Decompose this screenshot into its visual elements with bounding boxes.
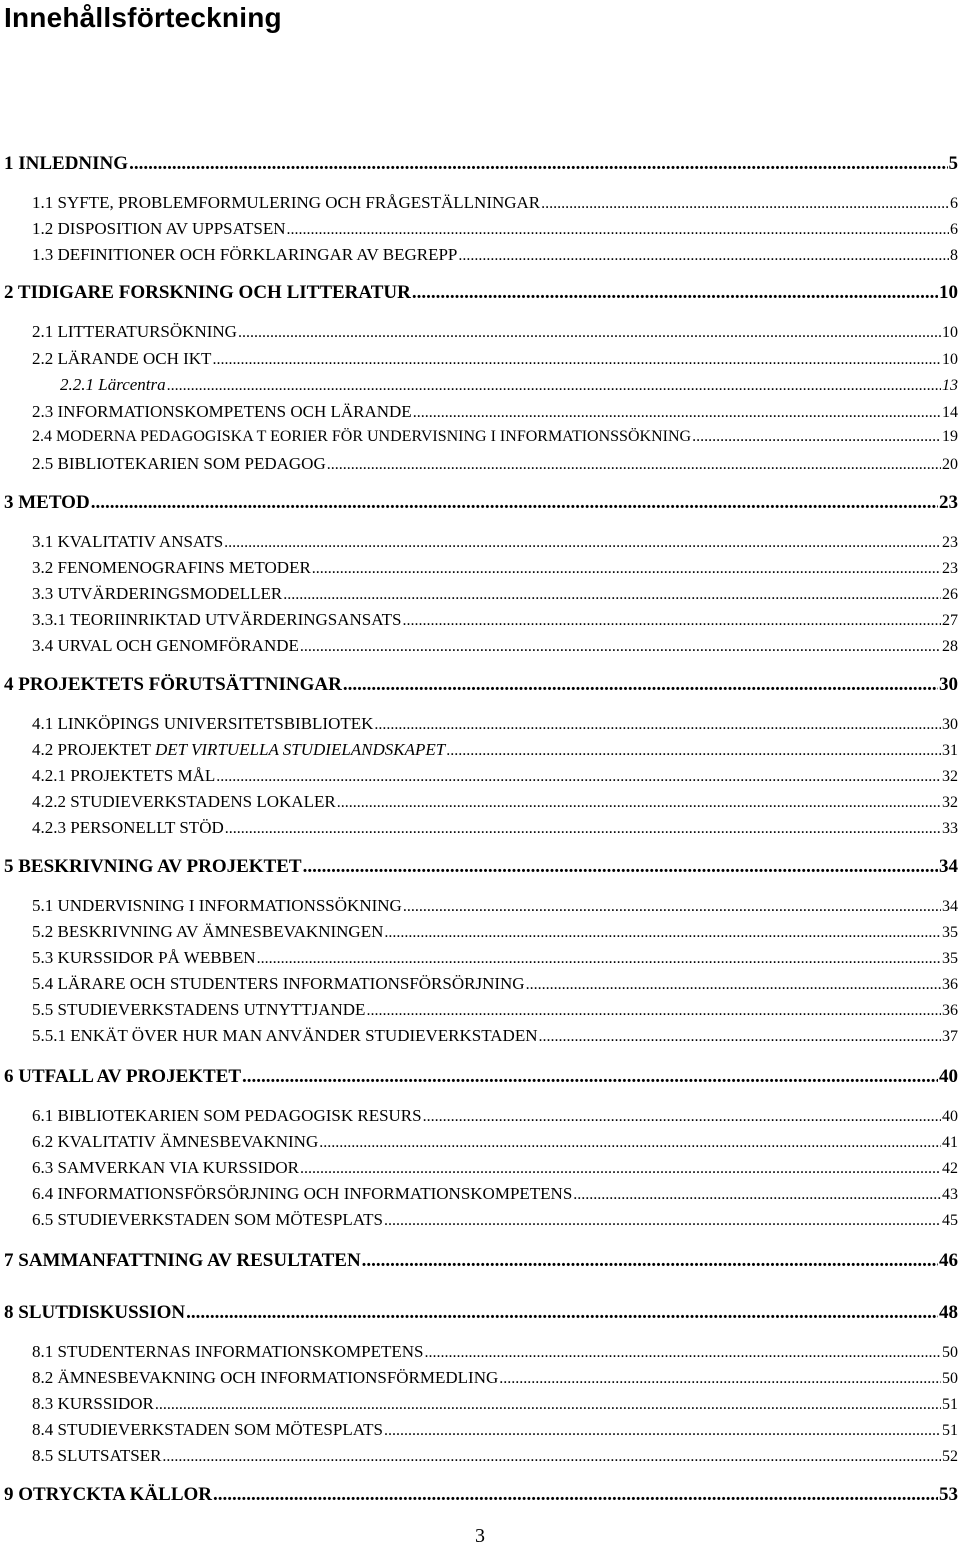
toc-entry-page: 23 xyxy=(942,560,958,577)
toc-entry-page: 35 xyxy=(942,924,958,941)
toc-entry-label: 5.1 UNDERVISNING I INFORMATIONSSÖKNING xyxy=(32,896,402,915)
toc-entry[interactable] xyxy=(32,896,958,916)
toc-entry-page: 10 xyxy=(939,282,958,303)
toc-entry-label: 5.2 BESKRIVNING AV ÄMNESBEVAKNINGEN xyxy=(32,922,384,941)
dot-leader xyxy=(538,1028,941,1046)
toc-entry[interactable] xyxy=(32,714,958,734)
toc-entry-label: 5.5.1 ENKÄT ÖVER HUR MAN ANVÄNDER STUDIEVERKSTADEN xyxy=(32,1026,538,1045)
toc-entry-page: 14 xyxy=(942,404,958,421)
toc-entry[interactable] xyxy=(32,766,958,786)
toc-entry[interactable] xyxy=(32,1368,958,1388)
dot-leader xyxy=(541,195,949,213)
toc-entry[interactable] xyxy=(32,428,958,446)
toc-entry-page: 51 xyxy=(942,1396,958,1413)
toc-entry-page: 53 xyxy=(939,1484,958,1505)
toc-entry[interactable] xyxy=(32,1184,958,1204)
dot-leader xyxy=(186,1302,938,1324)
toc-entry-label: 5.3 KURSSIDOR PÅ WEBBEN xyxy=(32,948,256,967)
toc-entry-label-prefix: 4.2 PROJEKTET xyxy=(32,740,155,759)
dot-leader xyxy=(526,976,941,994)
toc-entry-page: 5 xyxy=(948,153,958,174)
toc-entry-label: 2.4 MODERNA PEDAGOGISKA T EORIER FÖR UNDERVISNING I INFORMATIONSSÖKNING xyxy=(32,428,692,445)
toc-entry-label-italic: DET VIRTUELLA STUDIELANDSKAPET xyxy=(154,740,446,759)
toc-entry-page: 43 xyxy=(942,1186,958,1203)
dot-leader xyxy=(403,898,941,916)
toc-entry-page: 30 xyxy=(939,674,958,695)
toc-entry-page: 32 xyxy=(942,768,958,785)
toc-entry-page: 34 xyxy=(939,856,958,877)
dot-leader xyxy=(573,1186,941,1204)
toc-entry[interactable] xyxy=(32,1026,958,1046)
toc-entry-label: 1 INLEDNING xyxy=(4,153,129,174)
toc-entry[interactable] xyxy=(32,402,958,422)
toc-entry[interactable] xyxy=(32,1446,958,1466)
dot-leader xyxy=(91,492,938,514)
dot-leader xyxy=(366,1002,941,1020)
toc-entry-label: 8 SLUTDISKUSSION xyxy=(4,1302,186,1323)
toc-entry[interactable] xyxy=(4,492,958,514)
dot-leader xyxy=(413,404,941,422)
toc-entry-page: 37 xyxy=(942,1028,958,1045)
toc-entry[interactable] xyxy=(32,636,958,656)
toc-entry[interactable] xyxy=(32,1158,958,1178)
toc-entry[interactable] xyxy=(32,454,958,474)
toc-entry-label: 9 OTRYCKTA KÄLLOR xyxy=(4,1484,213,1505)
toc-entry-label: 2.2.1 Lärcentra xyxy=(60,375,166,394)
toc-entry-label: 1.2 DISPOSITION AV UPPSATSEN xyxy=(32,219,286,238)
toc-entry-label: 4.1 LINKÖPINGS UNIVERSITETSBIBLIOTEK xyxy=(32,714,374,733)
dot-leader xyxy=(242,1066,938,1088)
dot-leader xyxy=(403,612,942,630)
toc-entry[interactable] xyxy=(32,193,958,213)
dot-leader xyxy=(337,794,941,812)
toc-entry-page: 26 xyxy=(942,586,958,603)
toc-entry-label: 8.1 STUDENTERNAS INFORMATIONSKOMPETENS xyxy=(32,1342,424,1361)
toc-entry-label: 8.3 KURSSIDOR xyxy=(32,1394,154,1413)
toc-entry-page: 10 xyxy=(942,324,958,341)
dot-leader xyxy=(257,950,941,968)
toc-entry[interactable] xyxy=(32,974,958,994)
toc-entry-label: 8.4 STUDIEVERKSTADEN SOM MÖTESPLATS xyxy=(32,1420,383,1439)
toc-entry[interactable] xyxy=(32,1000,958,1020)
toc-entry-label: 3.2 FENOMENOGRAFINS METODER xyxy=(32,558,311,577)
toc-entry-page: 31 xyxy=(942,742,958,759)
toc-entry[interactable] xyxy=(32,1342,958,1362)
toc-entry[interactable] xyxy=(32,792,958,812)
dot-leader xyxy=(384,1212,941,1230)
toc-entry-label: 8.2 ÄMNESBEVAKNING OCH INFORMATIONSFÖRMEDLING xyxy=(32,1368,499,1387)
dot-leader xyxy=(238,324,941,342)
dot-leader xyxy=(374,716,941,734)
toc-entry[interactable] xyxy=(4,856,958,878)
toc-entry[interactable] xyxy=(32,948,958,968)
toc-heading: Innehållsförteckning xyxy=(4,2,282,33)
toc-entry-label: 1.3 DEFINITIONER OCH FÖRKLARINGAR AV BEGREPP xyxy=(32,245,458,264)
toc-entry-label: 1.1 SYFTE, PROBLEMFORMULERING OCH FRÅGESTÄLLNINGAR xyxy=(32,193,541,212)
toc-entry[interactable] xyxy=(32,922,958,942)
toc-entry-label: 3.3.1 TEORIINRIKTAD UTVÄRDERINGSANSATS xyxy=(32,610,402,629)
toc-entry-page: 42 xyxy=(942,1160,958,1177)
toc-entry-page: 48 xyxy=(939,1302,958,1323)
toc-entry-page: 36 xyxy=(942,1002,958,1019)
toc-entry[interactable] xyxy=(32,610,958,630)
toc-entry-page: 19 xyxy=(942,428,958,445)
toc-entry[interactable] xyxy=(32,1394,958,1414)
dot-leader xyxy=(425,1344,942,1362)
toc-entry[interactable] xyxy=(4,1066,958,1088)
dot-leader xyxy=(384,924,941,942)
toc-entry-label: 3 METOD xyxy=(4,492,90,513)
toc-entry-label: 5.5 STUDIEVERKSTADENS UTNYTTJANDE xyxy=(32,1000,366,1019)
toc-entry[interactable] xyxy=(32,532,958,552)
dot-leader xyxy=(692,428,941,446)
toc-entry[interactable] xyxy=(4,1484,958,1506)
toc-entry-page: 13 xyxy=(942,377,958,394)
toc-entry-label: 6 UTFALL AV PROJEKTET xyxy=(4,1066,242,1087)
toc-entry-label: 2.5 BIBLIOTEKARIEN SOM PEDAGOG xyxy=(32,454,326,473)
toc-entry-page: 46 xyxy=(939,1250,958,1271)
dot-leader xyxy=(312,560,941,578)
toc-entry-label: 3.4 URVAL OCH GENOMFÖRANDE xyxy=(32,636,299,655)
dot-leader xyxy=(283,586,941,604)
toc-entry[interactable] xyxy=(32,584,958,604)
dot-leader xyxy=(319,1134,941,1152)
toc-entry-label: 2.1 LITTERATURSÖKNING xyxy=(32,322,237,341)
toc-entry[interactable] xyxy=(32,1106,958,1126)
toc-entry-label: 3.1 KVALITATIV ANSATS xyxy=(32,532,224,551)
dot-leader xyxy=(155,1396,941,1414)
dot-leader xyxy=(303,856,938,878)
toc-entry[interactable] xyxy=(4,1250,958,1272)
toc-entry[interactable] xyxy=(32,1210,958,1230)
toc-entry-page: 6 xyxy=(950,221,958,238)
toc-entry-label: 2.3 INFORMATIONSKOMPETENS OCH LÄRANDE xyxy=(32,402,412,421)
toc-entry-label: 4 PROJEKTETS FÖRUTSÄTTNINGAR xyxy=(4,674,342,695)
dot-leader xyxy=(412,282,938,304)
dot-leader xyxy=(446,742,941,760)
toc-entry-page: 34 xyxy=(942,898,958,915)
toc-entry-page: 6 xyxy=(950,195,958,212)
dot-leader xyxy=(162,1448,941,1466)
toc-entry-page: 40 xyxy=(942,1108,958,1125)
dot-leader xyxy=(362,1250,938,1272)
toc-entry-label: 3.3 UTVÄRDERINGSMODELLER xyxy=(32,584,283,603)
toc-entry-page: 33 xyxy=(942,820,958,837)
toc-entry-label: 2 TIDIGARE FORSKNING OCH LITTERATUR xyxy=(4,282,411,303)
dot-leader xyxy=(458,247,949,265)
toc-entry-label: 4.2.2 STUDIEVERKSTADENS LOKALER xyxy=(32,792,336,811)
dot-leader xyxy=(423,1108,941,1126)
dot-leader xyxy=(225,820,941,838)
toc-entry-label: 6.1 BIBLIOTEKARIEN SOM PEDAGOGISK RESURS xyxy=(32,1106,422,1125)
toc-entry-page: 50 xyxy=(942,1370,958,1387)
dot-leader xyxy=(300,638,941,656)
toc-entry-page: 23 xyxy=(942,534,958,551)
toc-entry-page: 51 xyxy=(942,1422,958,1439)
toc-entry-page: 8 xyxy=(950,247,958,264)
toc-entry-page: 10 xyxy=(942,351,958,368)
toc-entry-page: 52 xyxy=(942,1448,958,1465)
toc-entry-page: 32 xyxy=(942,794,958,811)
dot-leader xyxy=(300,1160,941,1178)
dot-leader xyxy=(384,1422,941,1440)
dot-leader xyxy=(327,456,941,474)
toc-entry-page: 36 xyxy=(942,976,958,993)
dot-leader xyxy=(343,674,938,696)
toc-entry-page: 30 xyxy=(942,716,958,733)
toc-entry-label: 4.2.1 PROJEKTETS MÅL xyxy=(32,766,216,785)
toc-entry[interactable] xyxy=(32,818,958,838)
toc-entry-page: 40 xyxy=(939,1066,958,1087)
page-number: 3 xyxy=(475,1525,485,1547)
toc-entry-label: 6.2 KVALITATIV ÄMNESBEVAKNING xyxy=(32,1132,319,1151)
toc-entry[interactable] xyxy=(32,322,958,342)
toc-entry-page: 41 xyxy=(942,1134,958,1151)
toc-entry-label: 6.4 INFORMATIONSFÖRSÖRJNING OCH INFORMATIONSKOMPETENS xyxy=(32,1184,573,1203)
toc-entry[interactable] xyxy=(32,558,958,578)
dot-leader xyxy=(224,534,941,552)
dot-leader xyxy=(167,377,941,395)
toc-entry[interactable] xyxy=(4,282,958,304)
toc-entry-label: 4.2.3 PERSONELLT STÖD xyxy=(32,818,224,837)
toc-entry[interactable] xyxy=(32,245,958,265)
toc-entry[interactable] xyxy=(4,674,958,696)
dot-leader xyxy=(216,768,941,786)
toc-entry-page: 27 xyxy=(942,612,958,629)
toc-entry[interactable] xyxy=(60,375,958,395)
toc-entry-label: 8.5 SLUTSATSER xyxy=(32,1446,162,1465)
toc-entry-page: 23 xyxy=(939,492,958,513)
toc-entry-label: 2.2 LÄRANDE OCH IKT xyxy=(32,349,212,368)
toc-entry-label xyxy=(32,740,445,760)
toc-entry-label: 6.5 STUDIEVERKSTADEN SOM MÖTESPLATS xyxy=(32,1210,383,1229)
toc-entry-page: 45 xyxy=(942,1212,958,1229)
dot-leader xyxy=(287,221,950,239)
toc-entry-label: 7 SAMMANFATTNING AV RESULTATEN xyxy=(4,1250,361,1271)
dot-leader xyxy=(213,1484,938,1506)
toc-entry-label: 5.4 LÄRARE OCH STUDENTERS INFORMATIONSFÖRSÖRJNING xyxy=(32,974,525,993)
dot-leader xyxy=(212,351,941,369)
toc-entry-label: 5 BESKRIVNING AV PROJEKTET xyxy=(4,856,302,877)
toc-entry-page: 20 xyxy=(942,456,958,473)
dot-leader xyxy=(129,153,947,175)
toc-entry[interactable] xyxy=(32,1420,958,1440)
toc-entry[interactable] xyxy=(32,349,958,369)
toc-entry[interactable] xyxy=(4,1302,958,1324)
toc-entry[interactable] xyxy=(32,1132,958,1152)
toc-entry-page: 50 xyxy=(942,1344,958,1361)
toc-entry[interactable] xyxy=(32,219,958,239)
toc-entry-page: 35 xyxy=(942,950,958,967)
toc-entry-page: 28 xyxy=(942,638,958,655)
dot-leader xyxy=(499,1370,941,1388)
toc-entry-label: 6.3 SAMVERKAN VIA KURSSIDOR xyxy=(32,1158,300,1177)
toc-entry[interactable] xyxy=(32,740,958,760)
toc-entry[interactable] xyxy=(4,153,958,175)
